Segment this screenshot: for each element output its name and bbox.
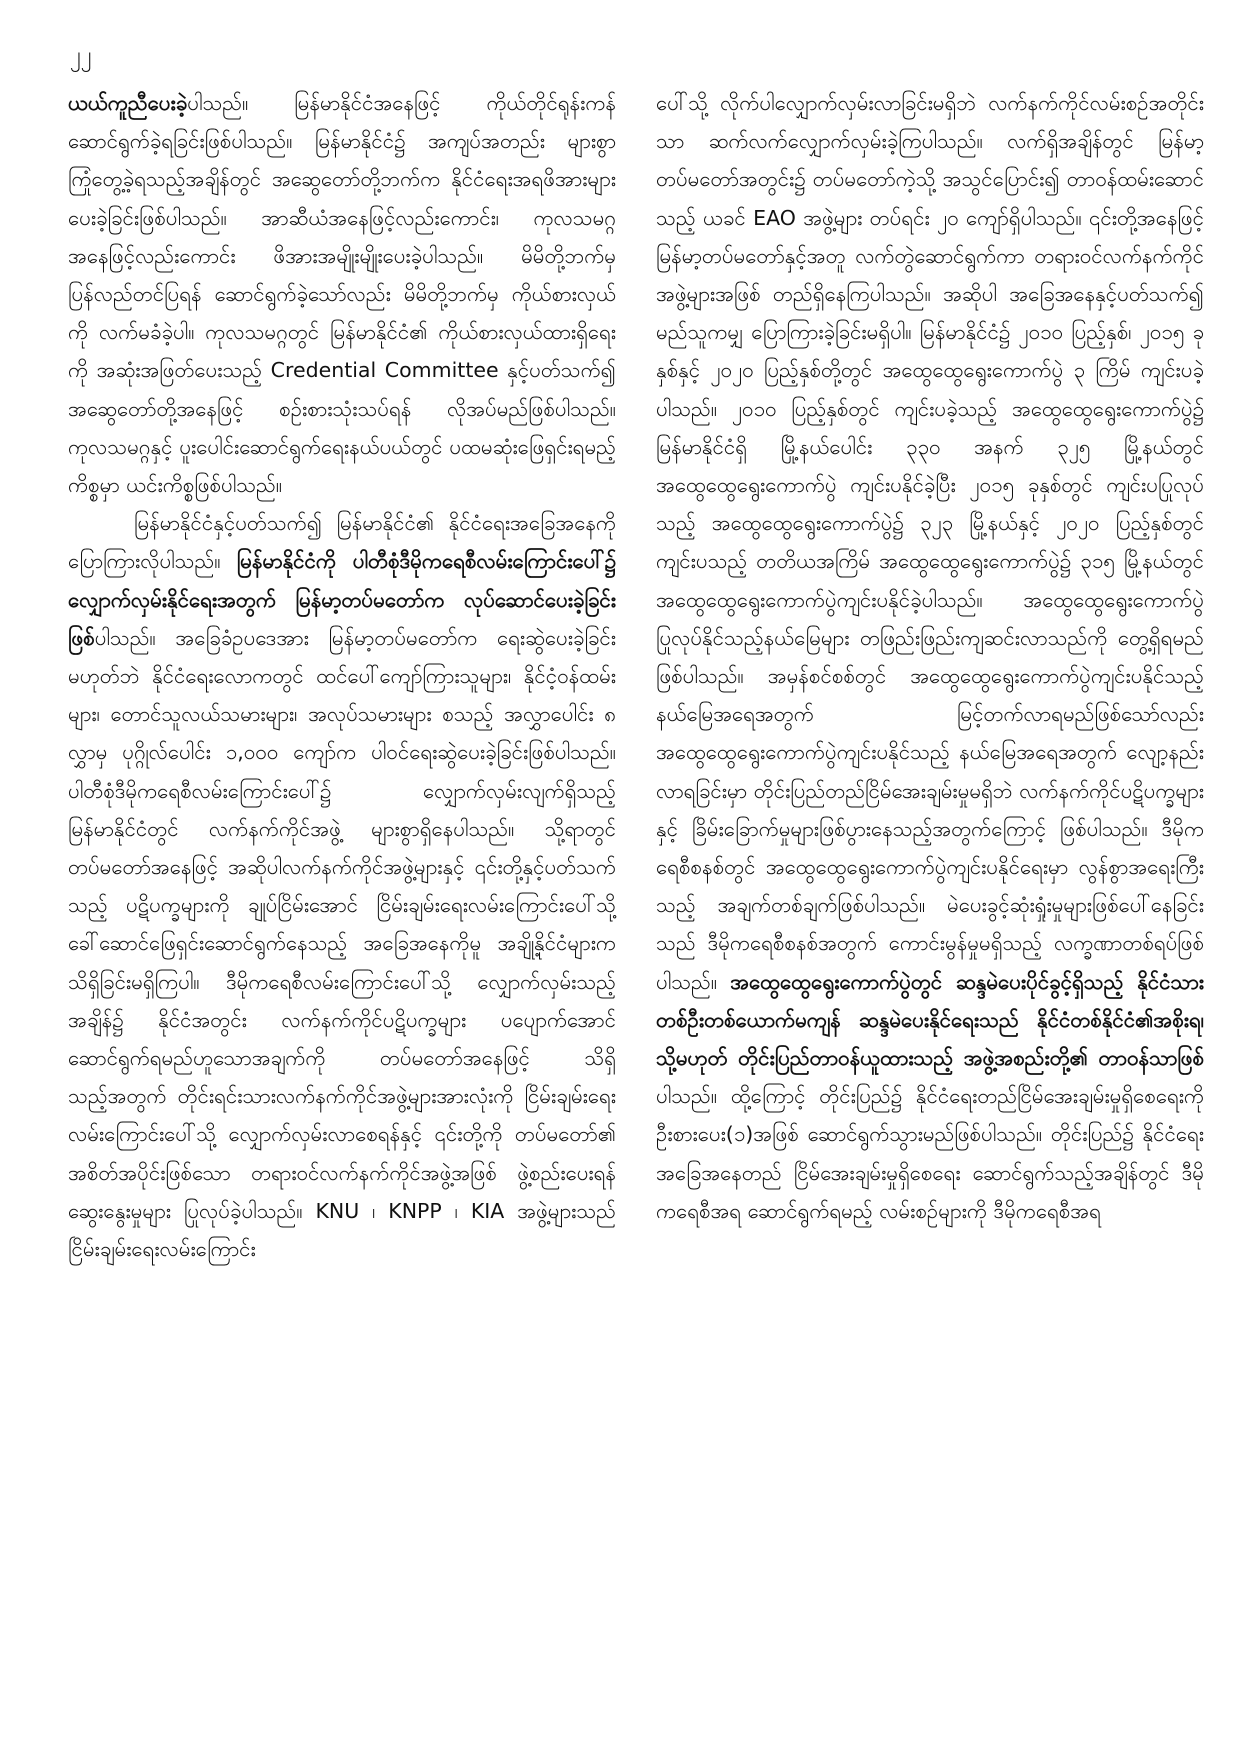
left-column (68, 84, 616, 1268)
bold-text: မြန်မာနိုင်ငံကို ပါတီစုံဒီမိုကရေစီလမ်းကြောင်းပေါ်၌ လျှောက်လှမ်းနိုင်ရေးအတွက် မြန်မာ့တပ်မတော်က လုပ်ဆောင်ပေးခဲ့ခြင်းဖြစ် (68, 549, 616, 650)
bold-text: အထွေထွေရွေးကောက်ပွဲတွင် ဆန္ဒမဲပေးပိုင်ခွင့်ရှိသည့် နိုင်ငံသားတစ်ဦးတစ်ယောက်မကျန် ဆန္ဒမဲပေးနိုင်ရေးသည် နိုင်ငံတစ်နိုင်ငံ၏အစိုးရ၊ သို့မဟုတ် တိုင်းပြည်တာဝန်ယူထားသည့် အဖွဲ့အစည်းတို့၏ တာဝန်သာဖြစ် (656, 969, 1204, 1071)
paragraph (656, 84, 1204, 1230)
bold-text: ယယ်ကူညီပေးခဲ့ (68, 91, 188, 115)
body-text: ပေါ်သို့ လိုက်ပါလျှောက်လှမ်းလာခြင်းမရှိဘဲ လက်နက်ကိုင်လမ်းစဉ်အတိုင်းသာ ဆက်လက်လျှောက်လှမ်းခဲ့ကြပါသည်။ လက်ရှိအချိန်တွင် မြန်မာ့တပ်မတော်အတွင်း၌ တပ်မတော်ကဲ့သို့ အသွင်ပြောင်း၍ တာဝန်ထမ်းဆောင်သည့် ယခင် EAO အဖွဲ့များ တပ်ရင်း ၂၀ ကျော်ရှိပါသည်။ ၎င်းတို့အနေဖြင့် မြန်မာ့တပ်မတော်နှင့်အတူ လက်တွဲဆောင်ရွက်ကာ တရားဝင်လက်နက်ကိုင်အဖွဲ့များအဖြစ် တည်ရှိနေကြပါသည်။ အဆိုပါ အခြေအနေနှင့်ပတ်သက်၍ မည်သူကမျှ ပြောကြားခဲ့ခြင်းမရှိပါ။ မြန်မာနိုင်ငံ၌ ၂၀၁၀ ပြည့်နှစ်၊ ၂၀၁၅ ခုနှစ်နှင့် ၂၀၂၀ ပြည့်နှစ်တို့တွင် အထွေထွေရွေးကောက်ပွဲ ၃ ကြိမ် ကျင်းပခဲ့ပါသည်။ ၂၀၁၀ ပြည့်နှစ်တွင် ကျင်းပခဲ့သည့် အထွေထွေရွေးကောက်ပွဲ၌ မြန်မာနိုင်ငံရှိ မြို့နယ်ပေါင်း ၃၃၀ အနက် ၃၂၅ မြို့နယ်တွင် အထွေထွေရွေးကောက်ပွဲ ကျင်းပနိုင်ခဲ့ပြီး ၂၀၁၅ ခုနှစ်တွင် ကျင်းပပြုလုပ်သည့် အထွေထွေရွေးကောက်ပွဲ၌ ၃၂၃ မြို့နယ်နှင့် ၂၀၂၀ ပြည့်နှစ်တွင်ကျင်းပသည့် တတိယအကြိမ် အထွေထွေရွေးကောက်ပွဲ၌ ၃၁၅ မြို့နယ်တွင် အထွေထွေရွေးကောက်ပွဲကျင်းပနိုင်ခဲ့ပါသည်။ အထွေထွေရွေးကောက်ပွဲ ပြုလုပ်နိုင်သည့်နယ်မြေများ တဖြည်းဖြည်းကျဆင်းလာသည်ကို တွေ့ရှိရမည်ဖြစ်ပါသည်။ အမှန်စင်စစ်တွင် အထွေထွေရွေးကောက်ပွဲကျင်းပနိုင်သည့် နယ်မြေအရေအတွက် မြင့်တက်လာရမည်ဖြစ်သော်လည်း အထွေထွေရွေးကောက်ပွဲကျင်းပနိုင်သည့် နယ်မြေအရေအတွက် လျော့နည်းလာရခြင်းမှာ တိုင်းပြည်တည်ငြိမ်အေးချမ်းမှုမရှိဘဲ လက်နက်ကိုင်ပဋိပက္ခများနှင့် ခြိမ်းခြောက်မှုများဖြစ်ပွားနေသည့်အတွက်ကြောင့် ဖြစ်ပါသည်။ ဒီမိုကရေစီစနစ်တွင် အထွေထွေရွေးကောက်ပွဲကျင်းပနိုင်ရေးမှာ လွန်စွာအရေးကြီးသည့် အချက်တစ်ချက်ဖြစ်ပါသည်။ မဲပေးခွင့်ဆုံးရှုံးမှုများဖြစ်ပေါ်နေခြင်းသည် ဒီမိုကရေစီစနစ်အတွက် ကောင်းမွန်မှုမရှိသည့် လက္ခဏာတစ်ရပ်ဖြစ်ပါသည်။ (656, 91, 1204, 994)
paragraph (68, 504, 616, 1268)
body-text: ပါသည်။ ထို့ကြောင့် တိုင်းပြည်၌ နိုင်ငံရေးတည်ငြိမ်အေးချမ်းမှုရှိစေရေးကို ဦးစားပေး(၁)အဖြစ် ဆောင်ရွက်သွားမည်ဖြစ်ပါသည်။ တိုင်းပြည်၌ နိုင်ငံရေးအခြေအနေတည် ငြိမ်အေးချမ်းမှုရှိစေရေး ဆောင်ရွက်သည့်အချိန်တွင် ဒီမိုကရေစီအရ ဆောင်ရွက်ရမည့် လမ်းစဉ်များကို ဒီမိုကရေစီအရ (656, 1084, 1204, 1223)
body-text: မြန်မာနိုင်ငံနှင့်ပတ်သက်၍ မြန်မာနိုင်ငံ၏ နိုင်ငံရေးအခြေအနေကို ပြောကြားလိုပါသည်။ (68, 511, 616, 574)
page-number: ၂၂ (70, 43, 92, 68)
right-column (656, 84, 1204, 1230)
paragraph (68, 84, 616, 504)
body-text: ပါသည်။ မြန်မာနိုင်ငံအနေဖြင့် ကိုယ်တိုင်ရုန်းကန်ဆောင်ရွက်ခဲ့ရခြင်းဖြစ်ပါသည်။ မြန်မာနိုင်ငံ၌ အကျပ်အတည်း များစွာကြုံတွေ့ခဲ့ရသည့်အချိန်တွင် အဆွေတော်တို့ဘက်က နိုင်ငံရေးအရဖိအားများ ပေးခဲ့ခြင်းဖြစ်ပါသည်။ အာဆီယံအနေဖြင့်လည်းကောင်း၊ ကုလသမဂ္ဂအနေဖြင့်လည်းကောင်း ဖိအားအမျိုးမျိုးပေးခဲ့ပါသည်။ မိမိတို့ဘက်မှ ပြန်လည်တင်ပြရန် ဆောင်ရွက်ခဲ့သော်လည်း မိမိတို့ဘက်မှ ကိုယ်စားလှယ်ကို လက်မခံခဲ့ပါ။ ကုလသမဂ္ဂတွင် မြန်မာနိုင်ငံ၏ ကိုယ်စားလှယ်ထားရှိရေးကို အဆုံးအဖြတ်ပေးသည့် Credential Committee နှင့်ပတ်သက်၍ အဆွေတော်တို့အနေဖြင့် စဉ်းစားသုံးသပ်ရန် လိုအပ်မည်ဖြစ်ပါသည်။ ကုလသမဂ္ဂနှင့် ပူးပေါင်းဆောင်ရွက်ရေးနယ်ပယ်တွင် ပထမဆုံးဖြေရှင်းရမည့် ကိစ္စမှာ ယင်းကိစ္စဖြစ်ပါသည်။ (68, 91, 616, 498)
body-text: ပါသည်။ အခြေခံဥပဒေအား မြန်မာ့တပ်မတော်က ရေးဆွဲပေးခဲ့ခြင်းမဟုတ်ဘဲ နိုင်ငံရေးလောကတွင် ထင်ပေါ်ကျော်ကြားသူများ၊ နိုင်ငံ့ဝန်ထမ်းများ၊ တောင်သူလယ်သမားများ၊ အလုပ်သမားများ စသည့် အလွှာပေါင်း ၈ လွှာမှ ပုဂ္ဂိုလ်ပေါင်း ၁,၀၀၀ ကျော်က ပါဝင်ရေးဆွဲပေးခဲ့ခြင်းဖြစ်ပါသည်။ ပါတီစုံဒီမိုကရေစီလမ်းကြောင်းပေါ်၌ လျှောက်လှမ်းလျက်ရှိသည့် မြန်မာနိုင်ငံတွင် လက်နက်ကိုင်အဖွဲ့ များစွာရှိနေပါသည်။ သို့ရာတွင် တပ်မတော်အနေဖြင့် အဆိုပါလက်နက်ကိုင်အဖွဲ့များနှင့် ၎င်းတို့နှင့်ပတ်သက်သည့် ပဋိပက္ခများကို ချုပ်ငြိမ်းအောင် ငြိမ်းချမ်းရေးလမ်းကြောင်းပေါ်သို့ ခေါ်ဆောင်ဖြေရှင်းဆောင်ရွက်နေသည့် အခြေအနေကိုမူ အချို့နိုင်ငံများက သိရှိခြင်းမရှိကြပါ။ ဒီမိုကရေစီလမ်းကြောင်းပေါ်သို့ လျှောက်လှမ်းသည့်အချိန်၌ နိုင်ငံအတွင်း လက်နက်ကိုင်ပဋိပက္ခများ ပပျောက်အောင် ဆောင်ရွက်ရမည်ဟူသောအချက်ကို တပ်မတော်အနေဖြင့် သိရှိသည့်အတွက် တိုင်းရင်းသားလက်နက်ကိုင်အဖွဲ့များအားလုံးကို ငြိမ်းချမ်းရေးလမ်းကြောင်းပေါ်သို့ လျှောက်လှမ်းလာစေရန်နှင့် ၎င်းတို့ကို တပ်မတော်၏ အစိတ်အပိုင်းဖြစ်သော တရားဝင်လက်နက်ကိုင်အဖွဲ့အဖြစ် ဖွဲ့စည်းပေးရန် ဆွေးနွေးမှုများ ပြုလုပ်ခဲ့ပါသည်။ KNU ၊ KNPP ၊ KIA အဖွဲ့များသည် ငြိမ်းချမ်းရေးလမ်းကြောင်း (68, 625, 616, 1262)
